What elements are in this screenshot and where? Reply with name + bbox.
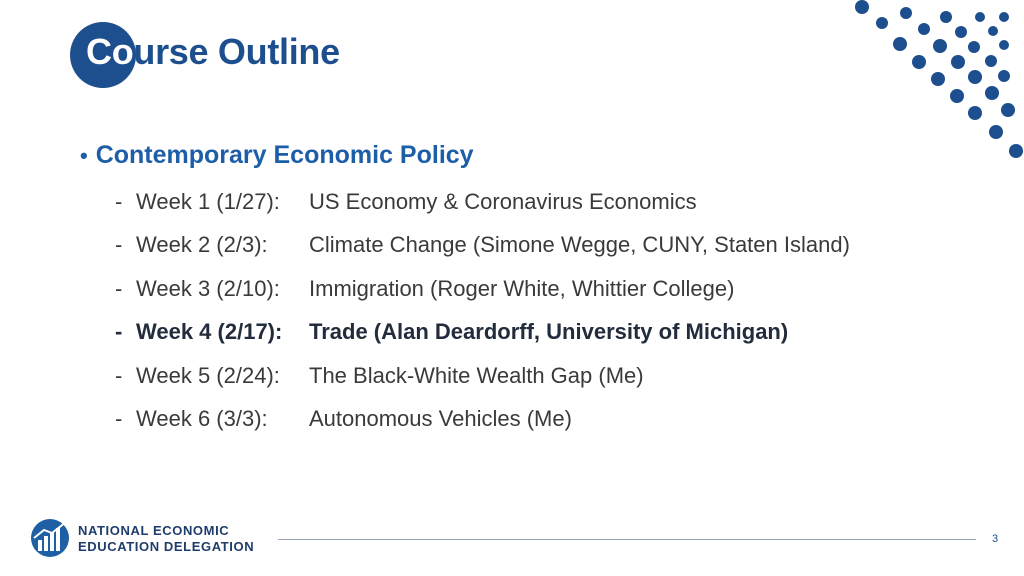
week-topic: Autonomous Vehicles (Me)	[309, 406, 572, 431]
nee-logo-text	[78, 523, 254, 555]
week-topic: Trade (Alan Deardorff, University of Michigan)	[309, 319, 789, 344]
week-label: Week 6 (3/3):	[136, 406, 268, 431]
dash: -	[115, 363, 123, 388]
week-topic: The Black-White Wealth Gap (Me)	[309, 363, 644, 388]
dash: -	[115, 319, 123, 344]
dash: -	[115, 232, 123, 257]
slide-title	[86, 31, 340, 73]
footer-divider	[278, 539, 976, 540]
dot-pattern-decoration	[840, 0, 1024, 170]
dash: -	[115, 189, 123, 214]
week-topic: Climate Change (Simone Wegge, CUNY, Staten Island)	[309, 232, 850, 257]
bullet-contemporary-economic-policy	[80, 141, 474, 170]
week-label: Week 2 (2/3):	[136, 232, 268, 257]
logo-line-1: NATIONAL ECONOMIC	[78, 523, 230, 538]
week-label: Week 3 (2/10):	[136, 276, 280, 301]
week-label: Week 4 (2/17):	[136, 319, 283, 344]
nee-logo-icon	[30, 518, 70, 558]
dash: -	[115, 406, 123, 431]
slide-title-first: Co	[86, 31, 134, 72]
slide-title-rest: urse Outline	[133, 31, 340, 72]
bullet-text: Contemporary Economic Policy	[95, 141, 474, 169]
logo-line-2: EDUCATION DELEGATION	[78, 539, 255, 554]
week-label: Week 1 (1/27):	[136, 189, 280, 214]
week-topic: Immigration (Roger White, Whittier College)	[309, 276, 735, 301]
week-label: Week 5 (2/24):	[136, 363, 280, 388]
page-number: 3	[992, 533, 999, 545]
week-topic: US Economy & Coronavirus Economics	[309, 189, 697, 214]
bullet-icon: •	[80, 143, 88, 168]
dash: -	[115, 276, 123, 301]
